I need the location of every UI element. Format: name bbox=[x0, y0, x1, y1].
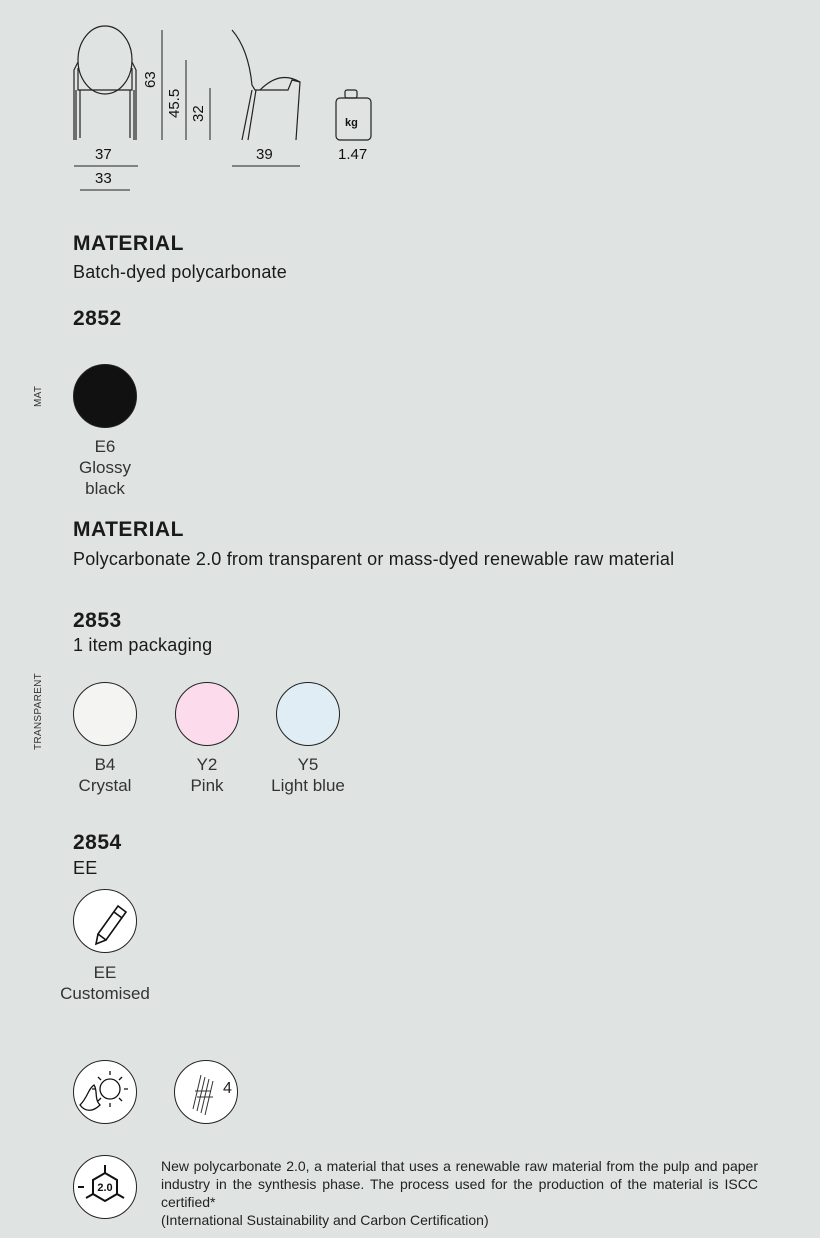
weight-unit: kg bbox=[345, 117, 358, 129]
footnote-note: (International Sustainability and Carbon Certification) bbox=[161, 1212, 489, 1228]
sun-weather-resistant-icon bbox=[73, 1060, 137, 1124]
side-label-transparent: TRANSPARENT bbox=[33, 672, 44, 750]
material-description-1: Batch-dyed polycarbonate bbox=[73, 262, 287, 282]
sustainability-footnote bbox=[161, 1157, 758, 1229]
stackable-icon bbox=[174, 1060, 238, 1124]
dim-weight: 1.47 bbox=[338, 146, 368, 163]
swatch-ee-caption: EE Customised bbox=[60, 963, 150, 1003]
height-dimension-lines bbox=[162, 30, 210, 140]
dim-height-63: 63 bbox=[142, 71, 159, 88]
weight-icon bbox=[336, 90, 371, 140]
swatch-ee[interactable] bbox=[73, 889, 137, 953]
dim-height-32: 32 bbox=[190, 105, 207, 122]
swatch-b4[interactable] bbox=[73, 682, 137, 746]
stack-count: 4 bbox=[223, 1080, 232, 1097]
footnote-text: New polycarbonate 2.0, a material that uses a renewable raw material from the pulp and paper industry in the synthesis phase. The process used for the production of the material is ISCC certified* bbox=[161, 1158, 758, 1210]
dim-depth-39: 39 bbox=[256, 146, 273, 163]
swatch-e6[interactable] bbox=[73, 364, 137, 428]
pencil-icon bbox=[74, 890, 136, 952]
customised-subtitle: EE bbox=[73, 858, 98, 878]
dim-width-33: 33 bbox=[95, 170, 112, 187]
material-heading-2: MATERIAL bbox=[73, 518, 184, 541]
swatch-b4-caption: B4 Crystal bbox=[78, 755, 132, 795]
polycarbonate-label: 2.0 bbox=[97, 1182, 113, 1194]
dim-height-45-5: 45.5 bbox=[166, 88, 183, 118]
chair-front-view bbox=[74, 26, 136, 140]
material-description-2: Polycarbonate 2.0 from transparent or mass-dyed renewable raw material bbox=[73, 549, 675, 569]
material-heading-1: MATERIAL bbox=[73, 232, 184, 255]
swatch-y5-caption: Y5 Light blue bbox=[271, 755, 345, 795]
product-code-2853: 2853 bbox=[73, 609, 122, 632]
chair-side-view bbox=[232, 30, 300, 140]
swatch-y5[interactable] bbox=[276, 682, 340, 746]
packaging-subtitle: 1 item packaging bbox=[73, 635, 213, 655]
swatch-y2-caption: Y2 Pink bbox=[190, 755, 224, 795]
product-code-2854: 2854 bbox=[73, 831, 122, 854]
side-label-mat: MAT bbox=[33, 385, 44, 407]
swatch-y2[interactable] bbox=[175, 682, 239, 746]
dim-width-37: 37 bbox=[95, 146, 112, 163]
swatch-e6-caption: E6 Glossy black bbox=[79, 437, 131, 498]
polycarbonate-2-icon bbox=[73, 1155, 137, 1219]
product-code-2852: 2852 bbox=[73, 307, 122, 330]
